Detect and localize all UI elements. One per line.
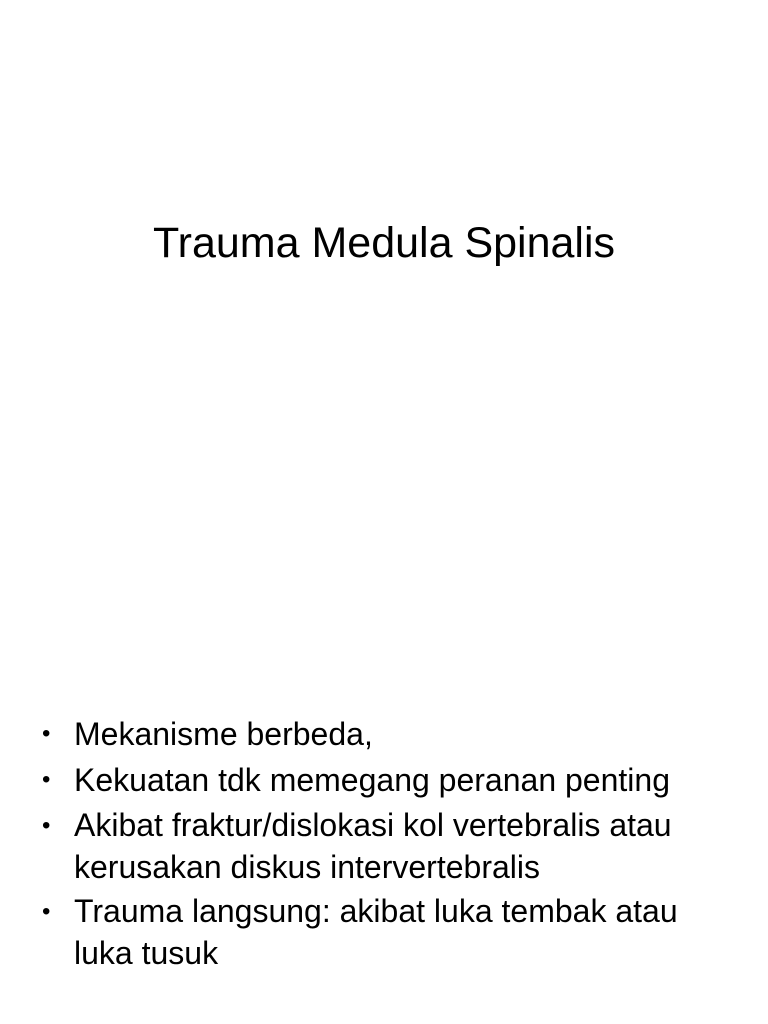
bullet-text: Kekuatan tdk memegang peranan penting — [74, 762, 670, 798]
bullet-list — [42, 712, 742, 976]
bullet-text: Akibat fraktur/dislokasi kol vertebralis atau kerusakan diskus intervertebralis — [74, 807, 672, 885]
bullet-text: Mekanisme berbeda, — [74, 716, 373, 752]
bullet-item — [42, 758, 742, 802]
bullet-icon: • — [42, 766, 51, 793]
bullet-text: Trauma langsung: akibat luka tembak atau luka tusuk — [74, 893, 678, 971]
slide-title: Trauma Medula Spinalis — [152, 219, 616, 267]
bullet-item — [42, 804, 742, 888]
bullet-icon: • — [42, 720, 51, 747]
bullet-icon: • — [42, 812, 51, 839]
bullet-icon: • — [42, 898, 51, 925]
bullet-item — [42, 890, 742, 974]
bullet-item — [42, 712, 742, 756]
